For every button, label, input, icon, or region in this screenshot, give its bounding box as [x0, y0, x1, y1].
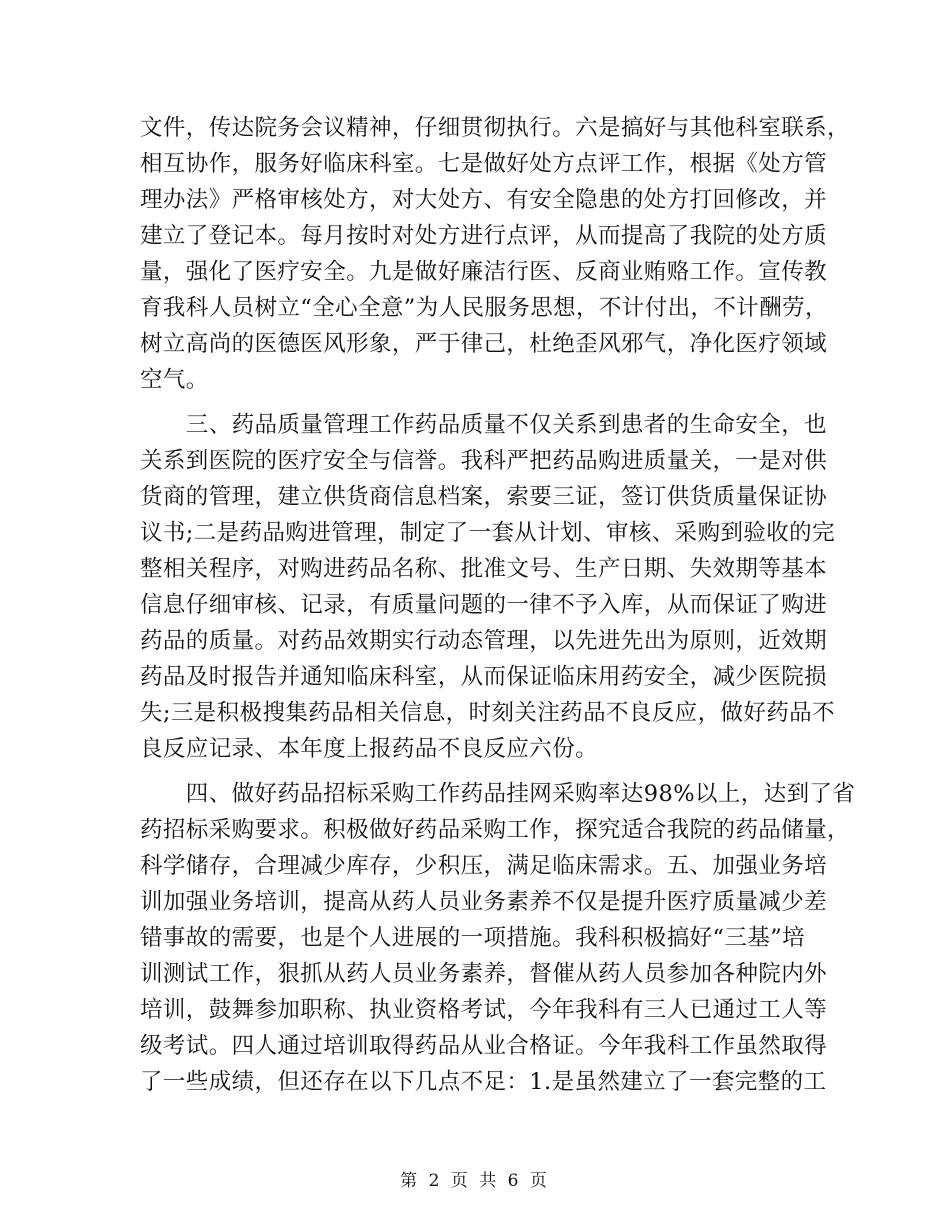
body-text-line: 建立了登记本。每月按时对处方进行点评，从而提高了我院的处方质 — [140, 223, 828, 249]
body-text-line: 良反应记录、本年度上报药品不良反应六份。 — [140, 736, 599, 762]
body-text-line: 了一些成绩，但还存在以下几点不足：1.是虽然建立了一套完整的工 — [140, 1069, 827, 1095]
body-text-line: 货商的管理，建立供货商信息档案，索要三证，签订供货质量保证协 — [140, 484, 828, 510]
body-text-line: 关系到医院的医疗安全与信誉。我科严把药品购进质量关，一是对供 — [140, 448, 828, 474]
body-text-line: 失;三是积极搜集药品相关信息，时刻关注药品不良反应，做好药品不 — [140, 700, 835, 726]
body-text-line: 理办法》严格审核处方，对大处方、有安全隐患的处方打回修改，并 — [140, 187, 828, 213]
body-text-line: 训加强业务培训，提高从药人员业务素养不仅是提升医疗质量减少差 — [140, 889, 828, 915]
body-text-line: 级考试。四人通过培训取得药品从业合格证。今年我科工作虽然取得 — [140, 1033, 828, 1059]
body-text-line: 育我科人员树立“全心全意”为人民服务思想，不计付出，不计酬劳， — [140, 295, 828, 321]
page-number-footer: 第 2 页 共 6 页 — [400, 1171, 550, 1191]
body-text-line: 文件，传达院务会议精神，仔细贯彻执行。六是搞好与其他科室联系， — [140, 115, 850, 141]
body-text-line: 三、药品质量管理工作药品质量不仅关系到患者的生命安全，也 — [140, 412, 828, 438]
body-text-line: 药品的质量。对药品效期实行动态管理，以先进先出为原则，近效期 — [140, 628, 828, 654]
body-text-line: 训测试工作，狠抓从药人员业务素养，督催从药人员参加各种院内外 — [140, 961, 828, 987]
body-text-line: 信息仔细审核、记录，有质量问题的一律不予入库，从而保证了购进 — [140, 592, 828, 618]
body-text-line: 错事故的需要，也是个人进展的一项措施。我科积极搞好“三基”培 — [140, 925, 806, 951]
body-text-line: 空气。 — [140, 367, 209, 393]
body-text-line: 四、做好药品招标采购工作药品挂网采购率达98%以上，达到了省 — [140, 781, 856, 807]
body-text-line: 树立高尚的医德医风形象，严于律己，杜绝歪风邪气，净化医疗领域 — [140, 331, 828, 357]
body-text-line: 药品及时报告并通知临床科室，从而保证临床用药安全，减少医院损 — [140, 664, 828, 690]
body-text-line: 量，强化了医疗安全。九是做好廉洁行医、反商业贿赂工作。宣传教 — [140, 259, 828, 285]
body-text-line: 科学储存，合理减少库存，少积压，满足临床需求。五、加强业务培 — [140, 853, 828, 879]
body-text-line: 培训，鼓舞参加职称、执业资格考试，今年我科有三人已通过工人等 — [140, 997, 828, 1023]
body-text-line: 议书;二是药品购进管理，制定了一套从计划、审核、采购到验收的完 — [140, 520, 835, 546]
body-text-line: 药招标采购要求。积极做好药品采购工作，探究适合我院的药品储量， — [140, 817, 850, 843]
body-text-line: 整相关程序，对购进药品名称、批准文号、生产日期、失效期等基本 — [140, 556, 828, 582]
body-text-line: 相互协作，服务好临床科室。七是做好处方点评工作，根据《处方管 — [140, 151, 828, 177]
